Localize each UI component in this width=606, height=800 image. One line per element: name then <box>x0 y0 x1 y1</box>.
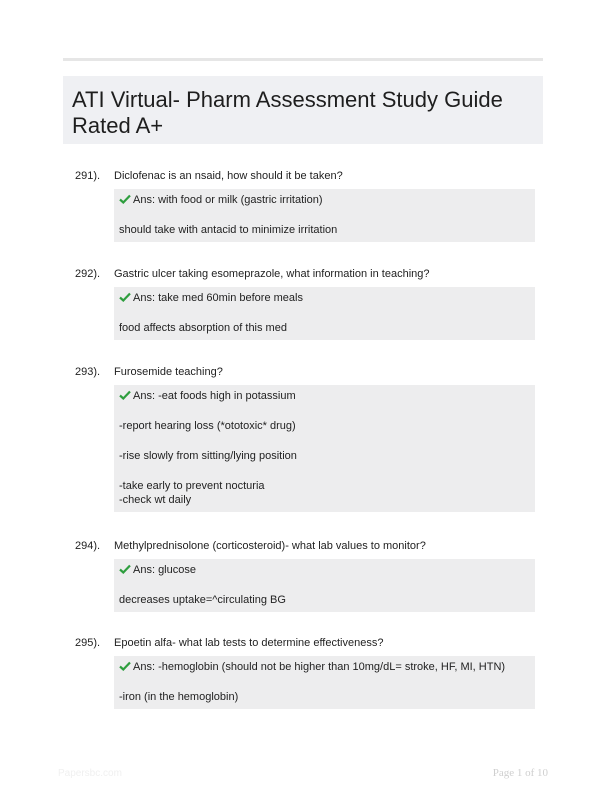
answer-note: -rise slowly from sitting/lying position <box>119 450 297 462</box>
check-icon <box>119 194 131 204</box>
question-text: Epoetin alfa- what lab tests to determine effectiveness? <box>114 637 384 649</box>
question-295 <box>75 636 535 709</box>
check-icon <box>119 661 131 671</box>
question-text: Diclofenac is an nsaid, how should it be taken? <box>114 170 343 182</box>
question-294 <box>75 539 535 612</box>
question-number: 293). <box>75 366 101 378</box>
answer-note: food affects absorption of this med <box>119 322 287 334</box>
answer-note: -iron (in the hemoglobin) <box>119 691 239 703</box>
page-indicator: Page 1 of 10 <box>492 767 548 779</box>
check-icon <box>119 390 131 400</box>
top-divider <box>63 58 543 61</box>
answer-note: -take early to prevent nocturia <box>119 480 265 492</box>
question-text: Methylprednisolone (corticosteroid)- what lab values to monitor? <box>114 540 426 552</box>
question-293 <box>75 365 535 512</box>
answer-note: should take with antacid to minimize irritation <box>119 224 338 236</box>
question-number: 292). <box>75 268 101 280</box>
answer-box <box>114 189 535 242</box>
question-number: 291). <box>75 170 101 182</box>
document-title <box>72 87 533 139</box>
question-number: 295). <box>75 637 101 649</box>
footer-watermark: Papersbc.com <box>58 768 122 779</box>
question-292 <box>75 267 535 340</box>
question-text: Gastric ulcer taking esomeprazole, what information in teaching? <box>114 268 430 280</box>
answer-box <box>114 656 535 709</box>
answer-text: Ans: -hemoglobin (should not be higher than 10mg/dL= stroke, HF, MI, HTN) <box>133 661 506 673</box>
title-line-1: ATI Virtual- Pharm Assessment Study Guide <box>72 87 503 112</box>
answer-text: Ans: with food or milk (gastric irritation) <box>133 194 323 206</box>
question-text: Furosemide teaching? <box>114 366 223 378</box>
answer-box <box>114 559 535 612</box>
answer-text: Ans: -eat foods high in potassium <box>133 390 296 402</box>
title-banner <box>63 76 543 144</box>
check-icon <box>119 292 131 302</box>
answer-note: decreases uptake=^circulating BG <box>119 594 286 606</box>
answer-box <box>114 287 535 340</box>
answer-note: -report hearing loss (*ototoxic* drug) <box>119 420 296 432</box>
title-line-2: Rated A+ <box>72 113 164 138</box>
check-icon <box>119 564 131 574</box>
answer-text: Ans: take med 60min before meals <box>133 292 303 304</box>
answer-box <box>114 385 535 512</box>
question-number: 294). <box>75 540 101 552</box>
answer-note: -check wt daily <box>119 494 192 506</box>
question-291 <box>75 169 535 242</box>
answer-text: Ans: glucose <box>133 564 196 576</box>
